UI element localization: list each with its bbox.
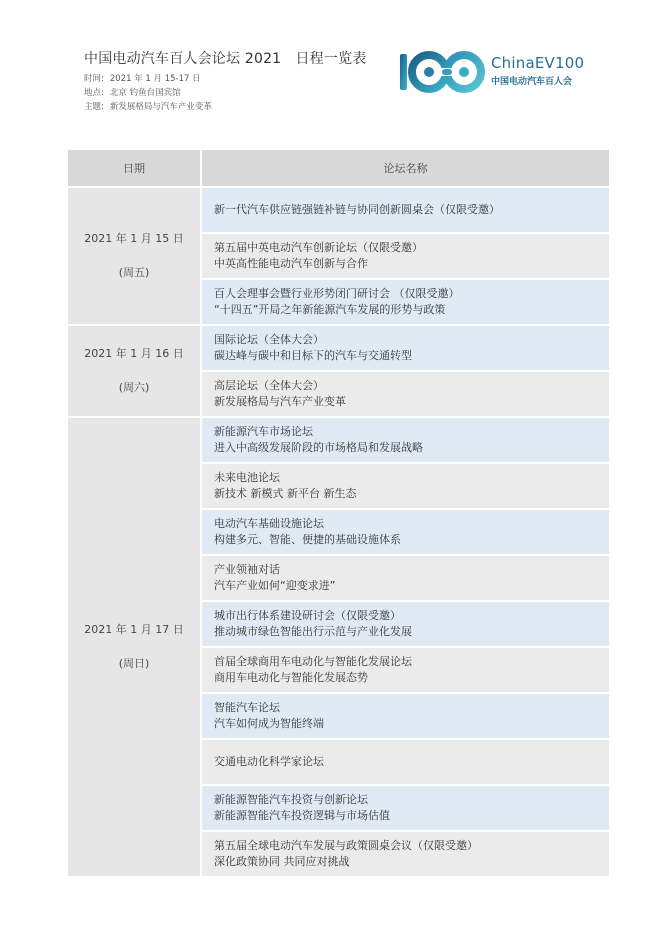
forum-title: 首届全球商用车电动化与智能化发展论坛 — [214, 655, 412, 668]
place-value: 北京 钓鱼台国宾馆 — [109, 88, 181, 98]
forum-subtitle: 中英高性能电动汽车创新与合作 — [214, 257, 368, 270]
forum-title: 高层论坛（全体大会） — [214, 379, 324, 392]
schedule-table — [68, 150, 609, 876]
forum-item — [202, 602, 609, 648]
forum-item — [202, 694, 609, 740]
table-header — [68, 150, 609, 186]
forum-item — [202, 648, 609, 694]
theme-value: 新发展格局与汽车产业变革 — [109, 102, 212, 112]
theme-label: 主题: — [84, 102, 104, 112]
date-text: 2021 年 1 月 15 日 — [84, 232, 184, 245]
day-group — [68, 186, 609, 324]
column-header-forum: 论坛名称 — [383, 162, 428, 175]
forum-subtitle: 构建多元、智能、便捷的基础设施体系 — [214, 533, 401, 546]
forum-subtitle: 新技术 新模式 新平台 新生态 — [214, 487, 357, 500]
forum-title: 电动汽车基础设施论坛 — [214, 517, 324, 530]
forum-title: 新能源智能汽车投资与创新论坛 — [214, 793, 368, 806]
forum-item — [202, 464, 609, 510]
weekday-text: (周日) — [118, 657, 150, 670]
date-cell — [68, 326, 202, 416]
forum-item — [202, 280, 609, 324]
forum-title: 智能汽车论坛 — [214, 701, 280, 714]
forum-item — [202, 832, 609, 876]
date-text: 2021 年 1 月 17 日 — [84, 623, 184, 636]
day-group — [68, 416, 609, 876]
time-label: 时间: — [84, 74, 104, 84]
logo-chinese: 中国电动汽车百人会 — [491, 77, 573, 87]
forum-subtitle: 汽车如何成为智能终端 — [214, 717, 324, 730]
page-title: 中国电动汽车百人会论坛 2021 日程一览表 — [84, 51, 367, 67]
day-group — [68, 324, 609, 416]
event-theme — [84, 100, 366, 114]
event-place — [84, 86, 366, 100]
forum-list — [202, 188, 609, 324]
forum-list — [202, 418, 609, 876]
date-cell — [68, 418, 202, 876]
forum-title: 新能源汽车市场论坛 — [214, 425, 313, 438]
ev100-logo-icon — [398, 46, 488, 98]
weekday-text: (周五) — [118, 266, 150, 279]
event-time — [84, 72, 366, 86]
forum-title: 国际论坛（全体大会） — [214, 333, 324, 346]
forum-item — [202, 188, 609, 234]
forum-subtitle: 推动城市绿色智能出行示范与产业化发展 — [214, 625, 412, 638]
date-cell — [68, 188, 202, 324]
ev100-logo — [398, 46, 588, 98]
forum-item — [202, 740, 609, 786]
forum-title: 第五届全球电动汽车发展与政策圆桌会议（仅限受邀） — [214, 839, 478, 852]
forum-subtitle: 碳达峰与碳中和目标下的汽车与交通转型 — [214, 349, 412, 362]
forum-subtitle: 新发展格局与汽车产业变革 — [214, 395, 346, 408]
forum-title: 新一代汽车供应链强链补链与协同创新圆桌会（仅限受邀） — [214, 203, 500, 216]
forum-item — [202, 418, 609, 464]
forum-title: 产业领袖对话 — [214, 563, 280, 576]
forum-title: 交通电动化科学家论坛 — [214, 755, 324, 768]
forum-title: 城市出行体系建设研讨会（仅限受邀） — [214, 609, 401, 622]
forum-title: 百人会理事会暨行业形势闭门研讨会 （仅限受邀） — [214, 287, 460, 300]
forum-item — [202, 326, 609, 372]
forum-item — [202, 786, 609, 832]
forum-item — [202, 510, 609, 556]
forum-title: 第五届中英电动汽车创新论坛（仅限受邀） — [214, 241, 423, 254]
column-header-date: 日期 — [68, 150, 202, 186]
forum-subtitle: 进入中高级发展阶段的市场格局和发展战略 — [214, 441, 423, 454]
forum-list — [202, 326, 609, 416]
forum-item — [202, 556, 609, 602]
forum-subtitle: 深化政策协同 共同应对挑战 — [214, 855, 350, 868]
page-header — [84, 48, 366, 114]
forum-subtitle: “十四五”开局之年新能源汽车发展的形势与政策 — [214, 303, 446, 316]
time-value: 2021 年 1 月 15-17 日 — [109, 74, 201, 84]
date-text: 2021 年 1 月 16 日 — [84, 347, 184, 360]
weekday-text: (周六) — [118, 381, 150, 394]
forum-item — [202, 372, 609, 416]
forum-subtitle: 新能源智能汽车投资逻辑与市场估值 — [214, 809, 390, 822]
forum-title: 未来电池论坛 — [214, 471, 280, 484]
forum-subtitle: 汽车产业如何“迎变求进” — [214, 579, 336, 592]
place-label: 地点: — [84, 88, 104, 98]
table-body — [68, 186, 609, 876]
logo-english: ChinaEV100 — [491, 54, 585, 72]
forum-item — [202, 234, 609, 280]
forum-subtitle: 商用车电动化与智能化发展态势 — [214, 671, 368, 684]
